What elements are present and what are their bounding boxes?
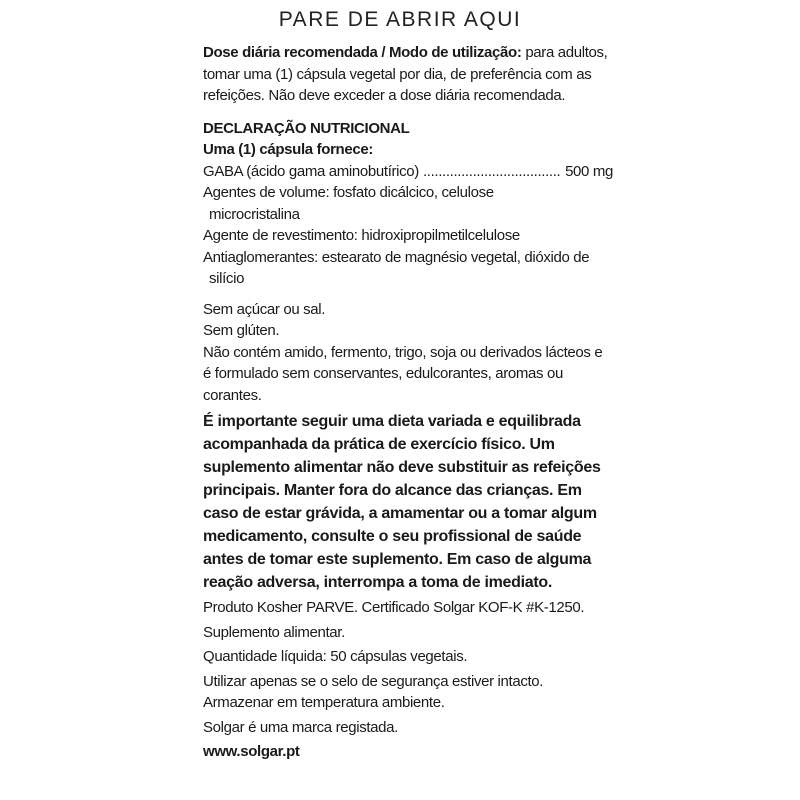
net-quantity: Quantidade líquida: 50 cápsulas vegetais.: [203, 648, 468, 665]
dosage-text: para adultos, tomar uma (1) cápsula vegetal por dia, de preferência com as refeições. Não deve exceder a dose diária recomendada.: [203, 44, 608, 104]
free-sugar: Sem açúcar ou sal.: [203, 300, 326, 318]
dot-leader: [423, 161, 561, 183]
open-here-title: PARE DE ABRIR AQUI: [278, 8, 522, 31]
free-gluten: Sem glúten.: [203, 322, 280, 339]
ingredient-row: [203, 161, 613, 183]
coating-agent: Agente de revestimento: hidroxipropilmetilcelulose: [203, 227, 520, 244]
bulking-agents-cont: microcristalina: [209, 205, 300, 223]
anticaking-agents-cont: silício: [209, 270, 245, 287]
warning-text: É importante seguir uma dieta variada e equilibrada acompanhada da prática de exercício físico. Um suplemento alimentar não deve substituir as refeições principais. Manter fora do alcance das crianças. Em caso de estar grávida, a amamentar ou a tomar algum medicamento, consulte o seu profissional de saúde antes de tomar este suplemento. Em caso de alguma reação adversa, interrompa a toma de imediato.: [203, 413, 601, 591]
ingredient-amount: 500 mg: [565, 162, 613, 180]
website-link: www.solgar.pt: [203, 743, 300, 760]
nutrition-title: DECLARAÇÃO NUTRICIONAL: [203, 119, 410, 137]
supplement-note: Suplemento alimentar.: [203, 623, 345, 641]
label-text-column: [203, 42, 613, 763]
anticaking-agents: Antiaglomerantes: estearato de magnésio vegetal, dióxido de: [203, 248, 590, 266]
kosher-cert: Produto Kosher PARVE. Certificado Solgar KOF-K #K-1250.: [203, 599, 585, 616]
dosage-paragraph: [203, 42, 613, 107]
free-others: Não contém amido, fermento, trigo, soja ou derivados lácteos e é formulado sem conservantes, edulcorantes, aromas ou corantes.: [203, 343, 603, 404]
storage-note: Armazenar em temperatura ambiente.: [203, 694, 445, 711]
seal-note: Utilizar apenas se o selo de segurança estiver intacto.: [203, 672, 544, 690]
nutrition-subtitle: Uma (1) cápsula fornece:: [203, 141, 373, 158]
trademark-note: Solgar é uma marca registada.: [203, 718, 398, 736]
bulking-agents: Agentes de volume: fosfato dicálcico, celulose: [203, 184, 494, 201]
ingredient-name: GABA (ácido gama aminobutírico): [203, 162, 419, 180]
dosage-label: Dose diária recomendada / Modo de utilização:: [203, 44, 522, 61]
